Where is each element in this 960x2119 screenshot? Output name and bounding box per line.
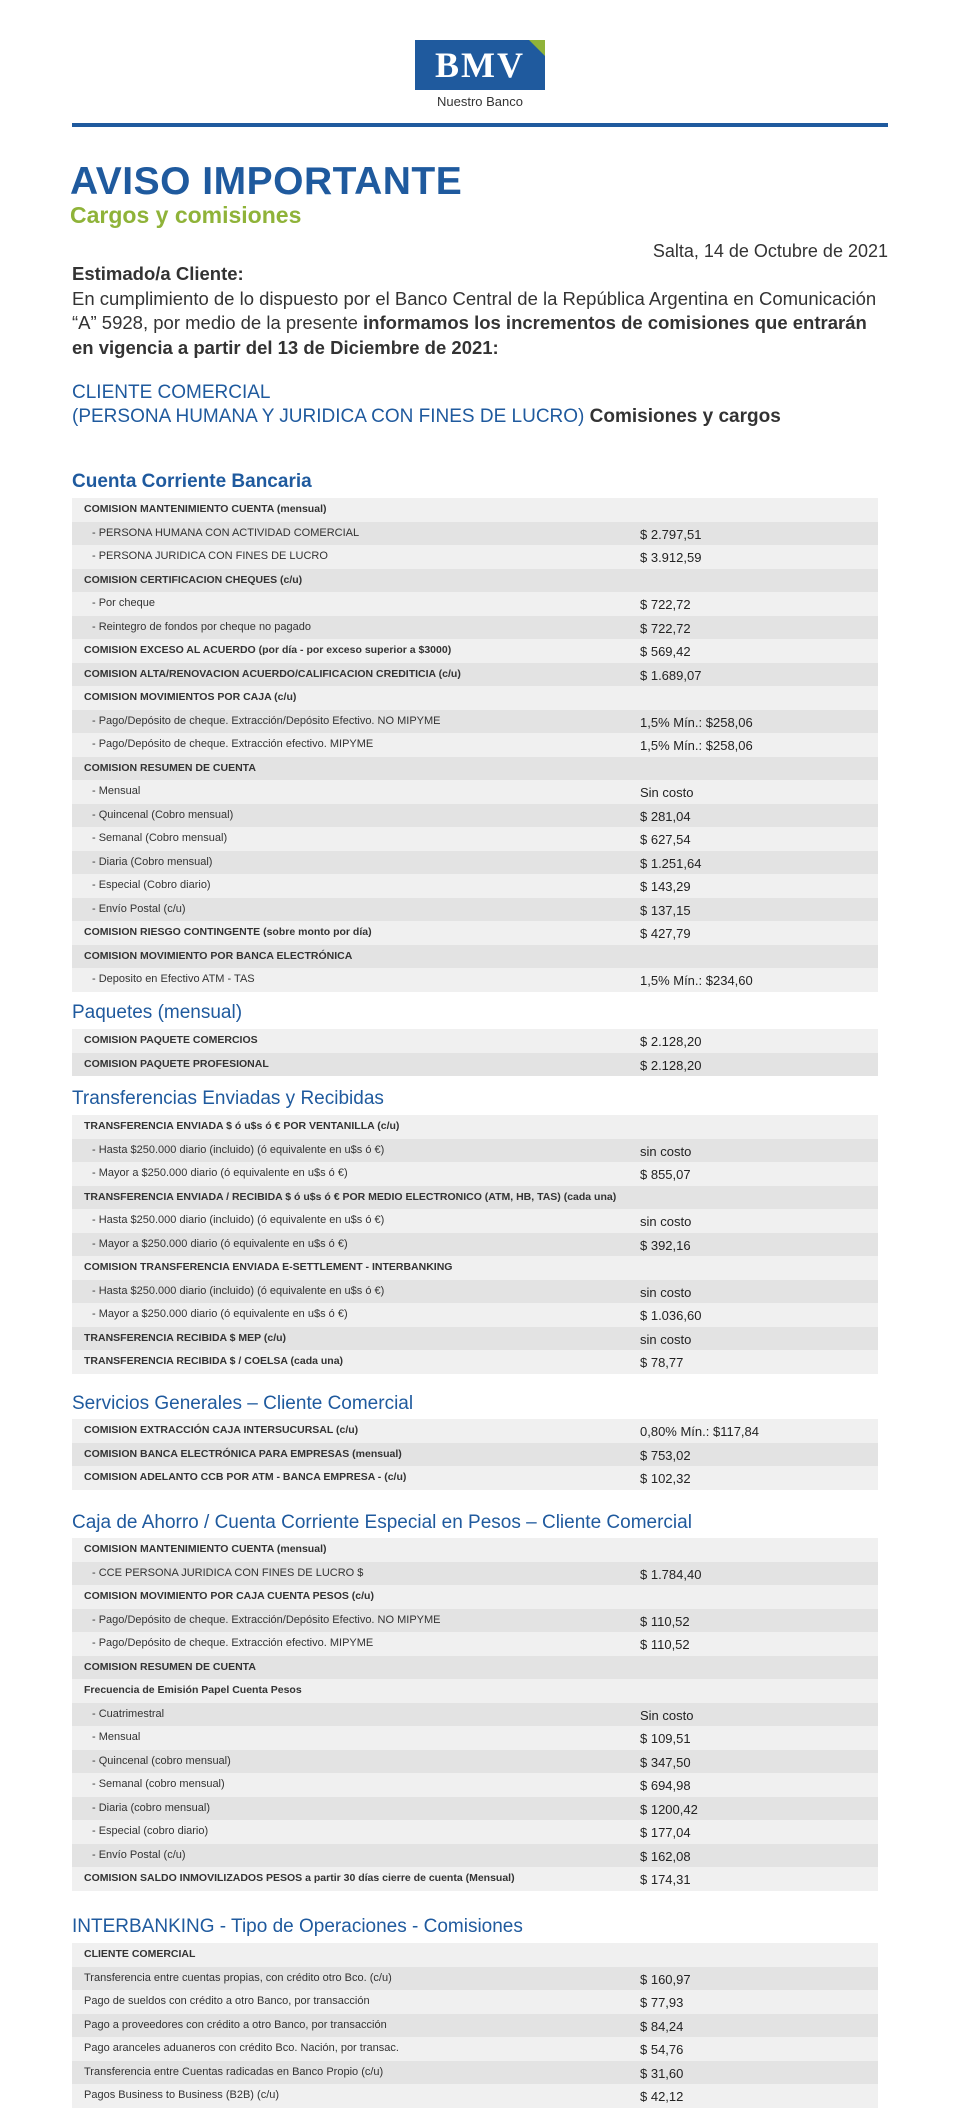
fee-value: $ 722,72 [640,620,691,636]
fee-label: - Quincenal (Cobro mensual) [92,808,234,821]
fee-row [72,1350,878,1374]
fee-label: TRANSFERENCIA RECIBIDA $ / COELSA (cada una) [84,1355,344,1367]
fee-row [72,1679,878,1703]
fee-value: $ 1200,42 [640,1801,698,1817]
fee-value: $ 1.784,40 [640,1566,702,1582]
fee-value: $ 855,07 [640,1167,691,1182]
fee-row [72,1233,878,1257]
fee-value: $ 77,93 [640,1995,684,2010]
fee-row [72,1162,878,1186]
fee-table [72,1943,878,2108]
fee-row [72,1466,878,1490]
fee-value: $ 54,76 [640,2042,684,2057]
fee-row [72,1419,878,1443]
fee-label: TRANSFERENCIA ENVIADA $ ó u$s ó € POR VENTANILLA (c/u) [84,1120,400,1132]
fee-label: COMISION RIESGO CONTINGENTE (sobre monto por día) [84,926,372,938]
fee-label: COMISION RESUMEN DE CUENTA [84,761,256,774]
fee-label: - Mayor a $250.000 diario (ó equivalente en u$s ó €) [92,1308,348,1320]
fee-label: - Hasta $250.000 diario (incluido) (ó equivalente en u$s ó €) [92,1143,385,1156]
fee-table [72,1419,878,1490]
fee-label: - CCE PERSONA JURIDICA CON FINES DE LUCRO $ [92,1566,364,1579]
fee-label: COMISION MANTENIMIENTO CUENTA (mensual) [84,1543,327,1555]
fee-value: $ 110,52 [640,1637,690,1652]
intro-text: En cumplimiento de lo dispuesto por el Banco Central de la República Argentina en Comunicación “A” 5928, por medio de la presente [72,287,877,333]
fee-row [72,1609,878,1633]
fee-table [72,1115,878,1374]
fee-label: - Mensual [92,1731,141,1743]
intro-highlight: informamos los incrementos de comisiones que entrarán en vigencia a partir del 13 de Diciembre de 2021: [72,312,867,358]
fee-row [72,1726,878,1750]
fee-value: Sin costo [640,1707,694,1723]
fee-label: COMISION TRANSFERENCIA ENVIADA E-SETTLEMENT - INTERBANKING [84,1261,453,1273]
fee-row [72,1303,878,1327]
fee-value: $ 627,54 [640,832,691,847]
fee-value: $ 392,16 [640,1237,691,1253]
fee-label: - Cuatrimestral [92,1707,165,1720]
fee-label: - Deposito en Efectivo ATM - TAS [92,973,255,985]
fee-label: CLIENTE COMERCIAL [84,1948,196,1960]
fee-row [72,1773,878,1797]
page-title: AVISO IMPORTANTE [70,160,463,203]
fee-value: $ 753,02 [640,1447,691,1463]
fee-label: COMISION ADELANTO CCB POR ATM - BANCA EMPRESA - (c/u) [84,1471,407,1483]
fee-row [72,1703,878,1727]
fee-label: Transferencia entre Cuentas radicadas en Banco Propio (c/u) [84,2065,384,2078]
fee-label: - Diaria (cobro mensual) [92,1801,210,1814]
fee-value: $ 102,32 [640,1471,691,1486]
fee-row [72,1029,878,1053]
greeting: Estimado/a Cliente: [72,263,244,284]
fee-value: $ 1.689,07 [640,667,702,683]
fee-value: 0,80% Mín.: $117,84 [640,1424,760,1439]
fee-row [72,945,878,969]
fee-label: - Envío Postal (c/u) [92,902,186,915]
fee-value: $ 347,50 [640,1754,691,1770]
fee-label: - Pago/Depósito de cheque. Extracción efectivo. MIPYME [92,1637,374,1649]
fee-value: $ 3.912,59 [640,550,702,565]
fee-value: $ 569,42 [640,644,691,659]
fee-label: COMISION PAQUETE PROFESIONAL [84,1057,269,1070]
fee-label: - Especial (cobro diario) [92,1825,209,1837]
fee-row [72,1538,878,1562]
fee-value: 1,5% Mín.: $234,60 [640,973,753,988]
fee-row [72,1562,878,1586]
fee-table [72,1538,878,1891]
fee-label: COMISION ALTA/RENOVACION ACUERDO/CALIFICACION CREDITICIA (c/u) [84,667,461,680]
fee-value: 1,5% Mín.: $258,06 [640,738,753,753]
fee-row [72,921,878,945]
fee-label: COMISION BANCA ELECTRÓNICA PARA EMPRESAS (mensual) [84,1447,402,1460]
fee-row [72,2061,878,2085]
section-title: Servicios Generales – Cliente Comercial [72,1393,414,1414]
fee-label: - PERSONA JURIDICA CON FINES DE LUCRO [92,550,328,562]
fee-value: $ 1.036,60 [640,1308,702,1323]
logo-text: BMV [435,45,525,85]
fee-row [72,545,878,569]
fee-value: sin costo [640,1214,692,1229]
fee-label: Transferencia entre cuentas propias, con crédito otro Bco. (c/u) [84,1971,392,1984]
fee-value: $ 1.251,64 [640,855,702,871]
fee-label: Pagos Business to Business (B2B) (c/u) [84,2089,280,2101]
fee-label: Pago de sueldos con crédito a otro Banco, por transacción [84,1995,370,2007]
section-title: Caja de Ahorro / Cuenta Corriente Especial en Pesos – Cliente Comercial [72,1512,692,1533]
fee-value: $ 137,15 [640,902,691,918]
fee-row [72,498,878,522]
fee-label: - Mayor a $250.000 diario (ó equivalente en u$s ó €) [92,1237,348,1250]
notice-date: Salta, 14 de Octubre de 2021 [652,241,888,261]
fee-label: - Pago/Depósito de cheque. Extracción/Depósito Efectivo. NO MIPYME [92,1613,441,1626]
fee-label: - Semanal (Cobro mensual) [92,832,228,844]
fee-label: Pago aranceles aduaneros con crédito Bco. Nación, por transac. [84,2042,399,2054]
fee-row [72,1053,878,1077]
fee-label: - Envío Postal (c/u) [92,1848,186,1861]
fee-row [72,968,878,992]
fee-label: - Hasta $250.000 diario (incluido) (ó equivalente en u$s ó €) [92,1214,385,1226]
page-subtitle: Cargos y comisiones [70,202,302,228]
fee-value: $ 42,12 [640,2089,684,2104]
fee-label: - Mayor a $250.000 diario (ó equivalente en u$s ó €) [92,1167,348,1179]
fee-row [72,2037,878,2061]
fee-row [72,1820,878,1844]
fee-row [72,1115,878,1139]
fee-label: COMISION PAQUETE COMERCIOS [84,1034,258,1046]
logo-tagline: Nuestro Banco [437,94,523,109]
section-title: INTERBANKING - Tipo de Operaciones - Comisiones [72,1916,523,1937]
fee-value: $ 162,08 [640,1848,691,1864]
fee-label: - Diaria (Cobro mensual) [92,855,213,868]
fee-row [72,710,878,734]
fee-row [72,757,878,781]
fee-row [72,1844,878,1868]
fee-label: COMISION EXTRACCIÓN CAJA INTERSUCURSAL (c/u) [84,1424,359,1436]
fee-row [72,1632,878,1656]
fee-label: - Por cheque [92,597,155,609]
fee-row [72,1209,878,1233]
fee-row [72,827,878,851]
fee-row [72,522,878,546]
fee-label: TRANSFERENCIA ENVIADA / RECIBIDA $ ó u$s ó € POR MEDIO ELECTRONICO (ATM, HB, TAS) (cada una) [84,1190,617,1203]
fee-label: COMISION MOVIMIENTO POR CAJA CUENTA PESOS (c/u) [84,1590,374,1602]
client-heading [72,381,888,429]
fee-row [72,592,878,616]
fee-row [72,686,878,710]
fee-label: - Pago/Depósito de cheque. Extracción/Depósito Efectivo. NO MIPYME [92,714,441,727]
fee-row [72,1867,878,1891]
fee-row [72,639,878,663]
fee-label: TRANSFERENCIA RECIBIDA $ MEP (c/u) [84,1331,287,1344]
intro-paragraph [72,262,888,360]
fee-label: - Mensual [92,785,141,797]
fee-label: COMISION MOVIMIENTOS POR CAJA (c/u) [84,691,297,703]
fee-row [72,1280,878,1304]
fee-row [72,1656,878,1680]
fee-value: $ 110,52 [640,1613,690,1629]
fee-row [72,1327,878,1351]
fee-value: $ 694,98 [640,1778,691,1793]
client-heading-suffix: Comisiones y cargos [584,406,781,427]
fee-value: 1,5% Mín.: $258,06 [640,714,753,730]
fee-row [72,780,878,804]
bmv-logo [415,40,545,90]
section-title: Transferencias Enviadas y Recibidas [72,1088,384,1109]
fee-value: sin costo [640,1143,692,1159]
header-divider [72,123,888,127]
fee-value: $ 109,51 [640,1731,691,1746]
fee-row [72,898,878,922]
fee-value: $ 2.797,51 [640,526,702,542]
fee-label: COMISION MANTENIMIENTO CUENTA (mensual) [84,503,327,515]
fee-row [72,2084,878,2108]
fee-row [72,1186,878,1210]
fee-value: sin costo [640,1284,692,1300]
fee-label: COMISION MOVIMIENTO POR BANCA ELECTRÓNICA [84,949,353,962]
client-heading-line1: CLIENTE COMERCIAL [72,382,271,403]
fee-label: - PERSONA HUMANA CON ACTIVIDAD COMERCIAL [92,526,360,539]
fee-value: $ 174,31 [640,1872,691,1887]
fee-row [72,1750,878,1774]
fee-value: $ 427,79 [640,926,691,941]
fee-label: - Reintegro de fondos por cheque no pagado [92,620,311,633]
fee-table [72,498,878,992]
fee-row [72,1585,878,1609]
fee-value: $ 160,97 [640,1971,691,1987]
fee-value: $ 31,60 [640,2065,684,2081]
fee-label: COMISION CERTIFICACION CHEQUES (c/u) [84,573,303,586]
fee-value: Sin costo [640,785,694,800]
fee-value: $ 177,04 [640,1825,691,1840]
fee-row [72,804,878,828]
fee-row [72,1990,878,2014]
fee-row [72,733,878,757]
fee-value: $ 281,04 [640,808,691,824]
section-title: Paquetes (mensual) [72,1002,243,1023]
fee-label: Frecuencia de Emisión Papel Cuenta Pesos [84,1684,302,1696]
fee-label: - Quincenal (cobro mensual) [92,1754,231,1767]
fee-row [72,569,878,593]
fee-label: - Especial (Cobro diario) [92,879,211,891]
fee-label: - Hasta $250.000 diario (incluido) (ó equivalente en u$s ó €) [92,1284,385,1297]
fee-value: $ 84,24 [640,2018,684,2034]
fee-value: $ 78,77 [640,1355,684,1370]
fee-row [72,874,878,898]
fee-value: sin costo [640,1331,692,1347]
fee-row [72,1797,878,1821]
fee-value: $ 2.128,20 [640,1034,702,1049]
fee-label: - Semanal (cobro mensual) [92,1778,225,1790]
fee-label: Pago a proveedores con crédito a otro Banco, por transacción [84,2018,387,2031]
fee-value: $ 2.128,20 [640,1057,702,1073]
fee-value: $ 143,29 [640,879,691,894]
fee-label: COMISION EXCESO AL ACUERDO (por día - por exceso superior a $3000) [84,644,452,656]
fee-row [72,2014,878,2038]
fee-row [72,1967,878,1991]
fee-label: COMISION RESUMEN DE CUENTA [84,1660,256,1673]
fee-row [72,851,878,875]
fee-row [72,1943,878,1967]
fee-table [72,1029,878,1076]
fee-row [72,616,878,640]
client-heading-line2: (PERSONA HUMANA Y JURIDICA CON FINES DE LUCRO) [72,406,585,427]
fee-row [72,663,878,687]
fee-row [72,1256,878,1280]
fee-row [72,1139,878,1163]
section-title: Cuenta Corriente Bancaria [72,471,312,492]
fee-row [72,1443,878,1467]
logo-corner-mark [529,40,545,56]
fee-value: $ 722,72 [640,597,691,612]
fee-label: COMISION SALDO INMOVILIZADOS PESOS a partir 30 días cierre de cuenta (Mensual) [84,1872,515,1884]
fee-label: - Pago/Depósito de cheque. Extracción efectivo. MIPYME [92,738,374,750]
